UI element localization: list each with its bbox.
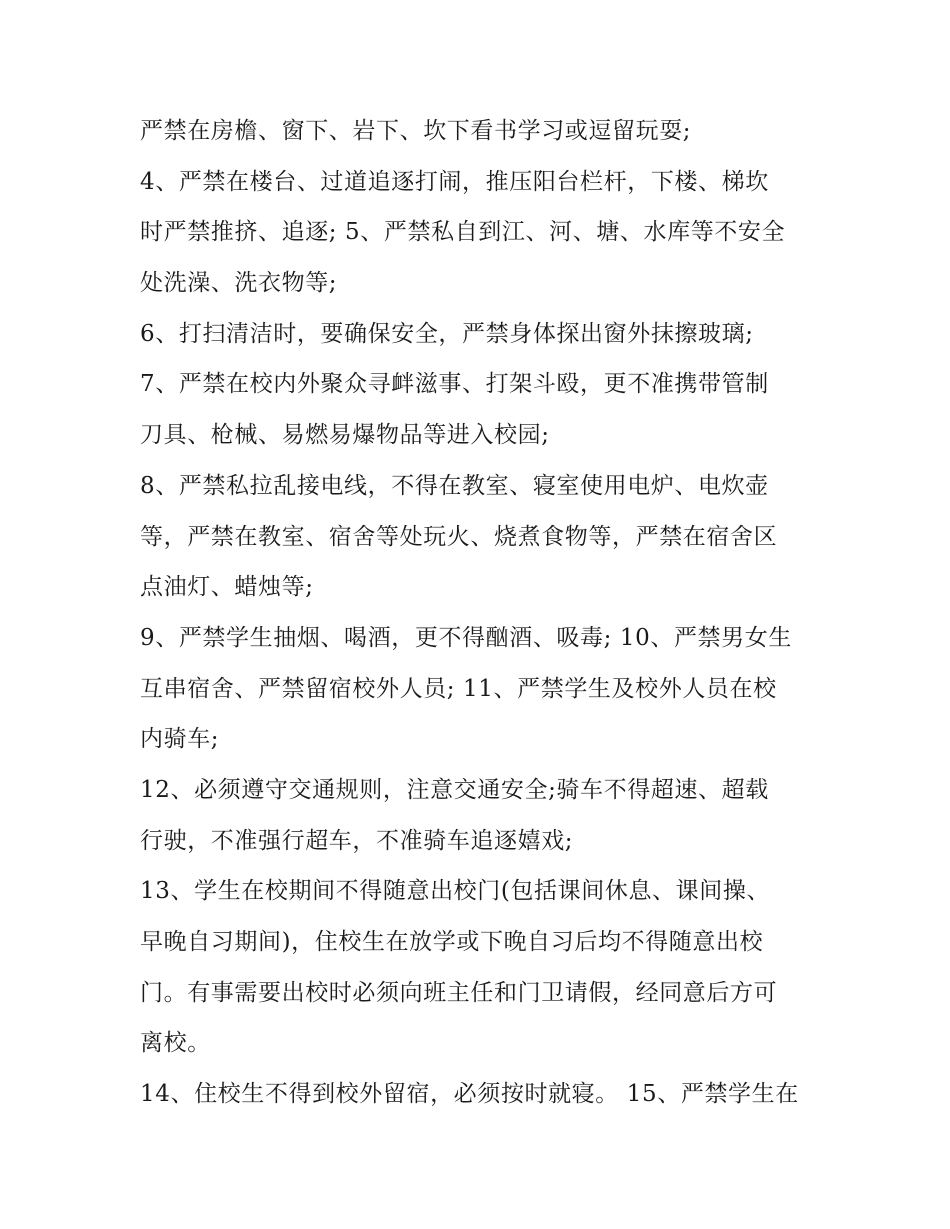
- text-line: 刀具、枪械、易燃易爆物品等进入校园;: [140, 422, 550, 449]
- text-line: 严禁在房檐、窗下、岩下、坎下看书学习或逗留玩耍;: [140, 118, 692, 144]
- text-line: 12、必须遵守交通规则，注意交通安全;骑车不得超速、超载: [140, 776, 769, 803]
- text-line: 内骑车;: [140, 726, 220, 753]
- text-line: 14、住校生不得到校外留宿，必须按时就寝。 15、严禁学生在: [140, 1081, 799, 1108]
- text-line: 早晚自习期间)，住校生在放学或下晚自习后均不得随意出校: [140, 929, 764, 955]
- text-line: 9、严禁学生抽烟、喝酒，更不得酗酒、吸毒; 10、严禁男女生: [140, 624, 792, 651]
- text-line: 8、严禁私拉乱接电线，不得在教室、寝室使用电炉、电炊壶: [140, 472, 769, 499]
- text-line: 13、学生在校期间不得随意出校门(包括课间休息、课间操、: [140, 878, 771, 905]
- text-line: 点油灯、蜡烛等;: [140, 574, 314, 601]
- document-body: [140, 106, 820, 1120]
- text-line: 离校。: [140, 1030, 211, 1057]
- text-line: 6、打扫清洁时，要确保安全，严禁身体探出窗外抹擦玻璃;: [140, 320, 754, 347]
- text-line: 等，严禁在教室、宿舍等处玩火、烧煮食物等，严禁在宿舍区: [140, 523, 778, 550]
- text-line: 7、严禁在校内外聚众寻衅滋事、打架斗殴，更不准携带管制: [140, 371, 769, 398]
- text-line: 门。有事需要出校时必须向班主任和门卫请假，经同意后方可: [140, 979, 778, 1006]
- text-line: 互串宿舍、严禁留宿校外人员; 11、严禁学生及校外人员在校: [140, 675, 777, 702]
- text-line: 行驶，不准强行超车，不准骑车追逐嬉戏;: [140, 827, 574, 854]
- text-line: 处洗澡、洗衣物等;: [140, 270, 338, 297]
- text-line: 时严禁推挤、追逐; 5、严禁私自到江、河、塘、水库等不安全: [140, 219, 786, 246]
- text-line: 4、严禁在楼台、过道追逐打闹，推压阳台栏杆，下楼、梯坎: [140, 168, 769, 195]
